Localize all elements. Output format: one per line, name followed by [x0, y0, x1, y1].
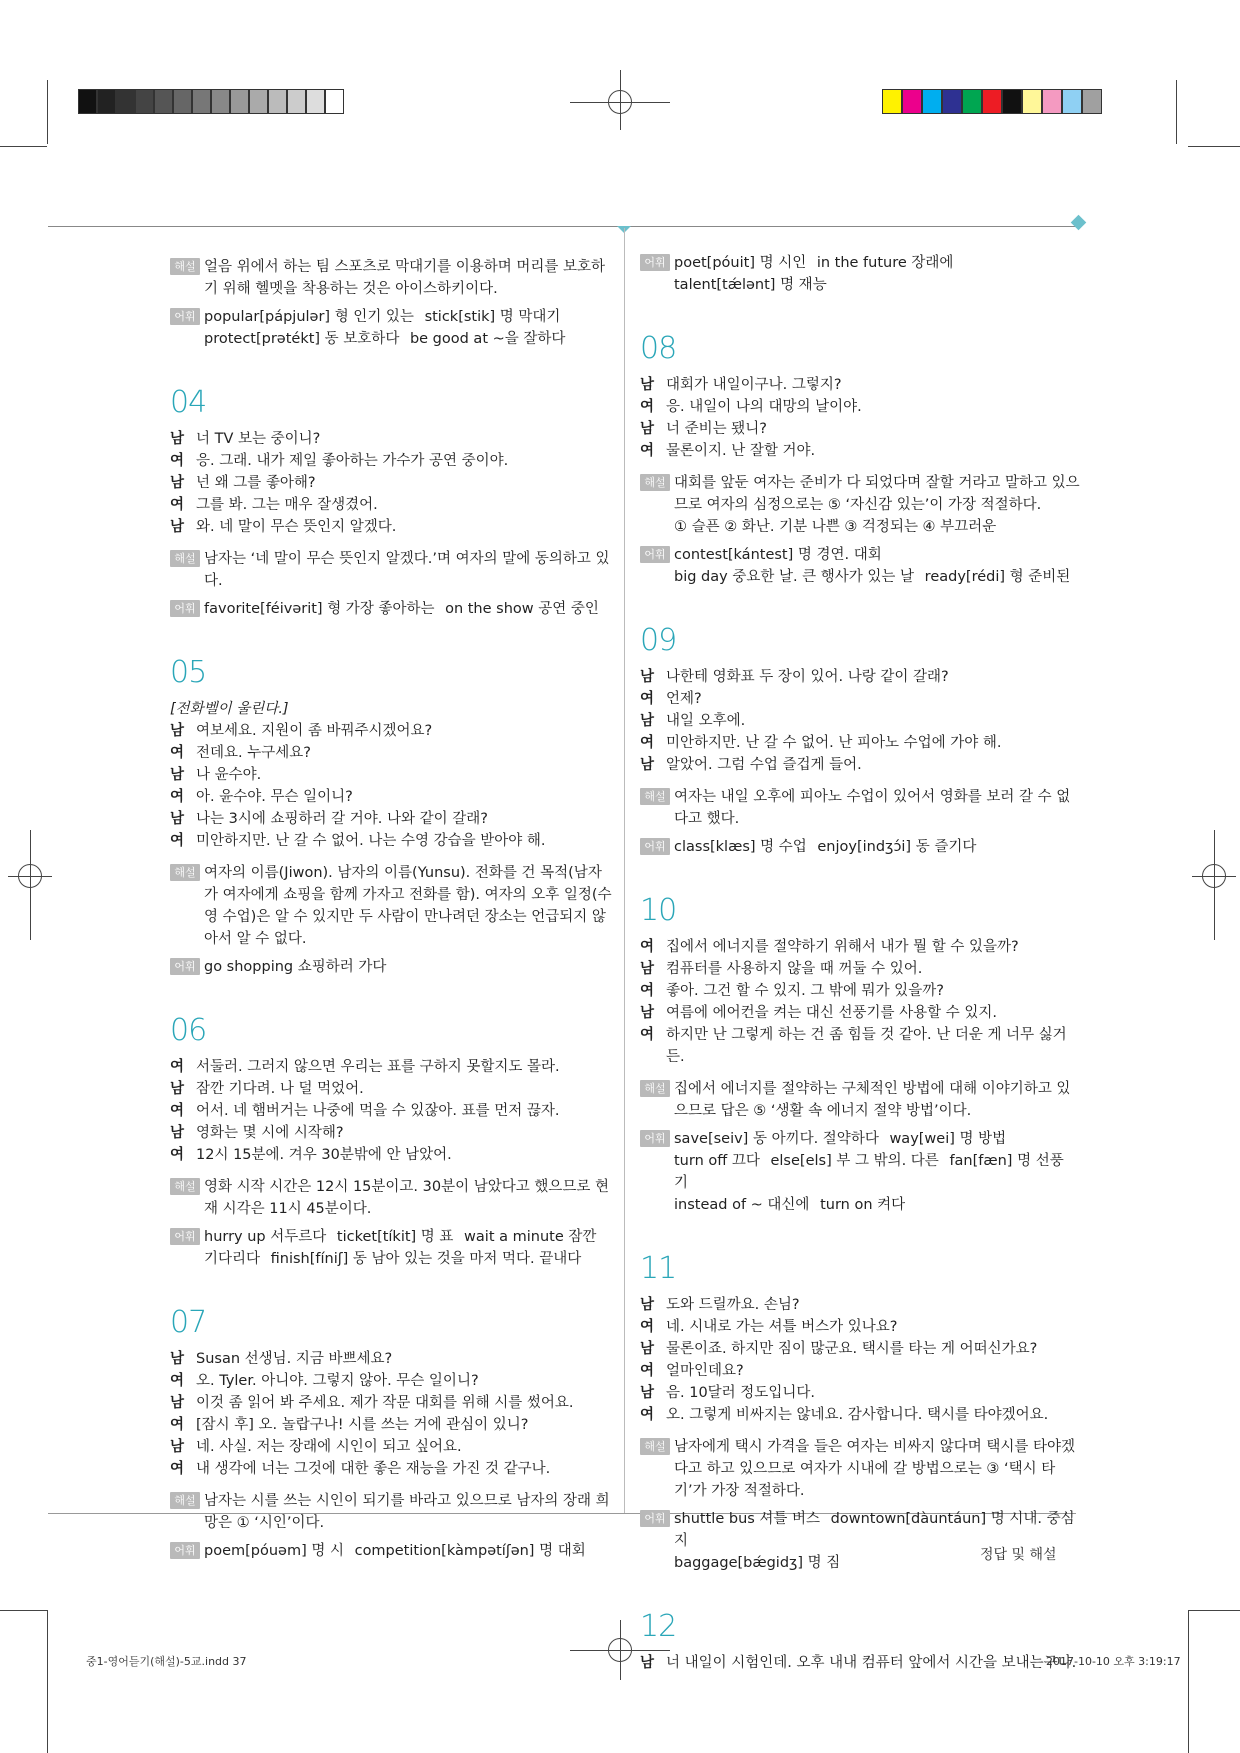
- dialogue-line: [640, 1382, 1082, 1404]
- vocab-item: talent[tǽlənt] 명 재능: [674, 277, 827, 293]
- section-number: 05: [170, 655, 207, 690]
- gray-swatch: [135, 89, 154, 114]
- registration-cross: [598, 1650, 642, 1651]
- gray-swatch: [116, 89, 135, 114]
- section-07: [170, 1306, 612, 1562]
- dialogue-line: [640, 1652, 1082, 1674]
- file-info: 중1-영어듣기(해설)-5교.indd 37: [86, 1655, 247, 1668]
- crop-mark: [47, 80, 48, 144]
- speaker: 남: [640, 421, 655, 437]
- explanation-text: 얼음 위에서 하는 팀 스포츠로 막대기를 이용하며 머리를 보호하기 위해 헬멧을 착용하는 것은 아이스하키이다.: [204, 259, 606, 297]
- vocab-row: [674, 1194, 1082, 1216]
- speaker: 남: [640, 1655, 655, 1671]
- vocab-item: fan[fæn] 명 선풍기: [674, 1153, 1064, 1191]
- timestamp: 2017-10-10 오후 3:19:17: [1046, 1655, 1181, 1668]
- explanation-text: 남자는 ‘네 말이 무슨 뜻인지 알겠다.’며 여자의 말에 동의하고 있다.: [204, 551, 610, 589]
- dialogue-line: [170, 1100, 612, 1122]
- speaker: 남: [640, 377, 655, 393]
- vocab-item: favorite[féivərit] 형 가장 좋아하는: [204, 601, 435, 617]
- registration-cross: [8, 876, 52, 877]
- dialogue-line: [170, 764, 612, 786]
- speaker: 남: [640, 961, 655, 977]
- vocab-row: [674, 836, 1082, 858]
- dialogue-line: [640, 1338, 1082, 1360]
- speaker: 여: [170, 497, 185, 513]
- vocab-row: [204, 306, 612, 328]
- dialogue-text: 어서. 네 햄버거는 나중에 먹을 수 있잖아. 표를 먼저 끊자.: [196, 1103, 560, 1119]
- vocab-item: popular[pápjulər] 형 인기 있는: [204, 309, 414, 325]
- dialogue-text: 네. 시내로 가는 셔틀 버스가 있나요?: [666, 1319, 898, 1335]
- explanation-text: 남자는 시를 쓰는 시인이 되기를 바라고 있으므로 남자의 장래 희망은 ① ‘시인’이다.: [204, 1493, 610, 1531]
- explanation-tag: 해설: [170, 864, 200, 881]
- vocab-tag: 어휘: [170, 1542, 200, 1559]
- vocab-item: baggage[bǽgidʒ] 명 짐: [674, 1555, 841, 1571]
- vocabulary: [170, 598, 612, 620]
- vocab-item: downtown[dàuntáun] 명 시내. 중심지: [674, 1511, 1075, 1549]
- speaker: 여: [170, 453, 185, 469]
- dialogue-line: [170, 1436, 612, 1458]
- dialogue-line: [170, 1078, 612, 1100]
- color-swatch: [1042, 89, 1062, 114]
- dialogue-text: 그를 봐. 그는 매우 잘생겼어.: [196, 497, 378, 513]
- explanation-tag: 해설: [170, 1492, 200, 1509]
- dialogue-line: [640, 1294, 1082, 1316]
- vocab-tag: 어휘: [640, 1130, 670, 1147]
- dialogue-text: Susan 선생님. 지금 바쁘세요?: [196, 1351, 393, 1367]
- speaker: 남: [170, 475, 185, 491]
- speaker: 여: [640, 1407, 655, 1423]
- speaker: 남: [640, 757, 655, 773]
- vocab-item: big day 중요한 날. 큰 행사가 있는 날: [674, 569, 915, 585]
- dialogue-line: [640, 666, 1082, 688]
- vocab-tag: 어휘: [170, 600, 200, 617]
- vocab-tag: 어휘: [640, 1510, 670, 1527]
- dialogue-text: 미안하지만. 난 갈 수 없어. 난 피아노 수업에 가야 해.: [666, 735, 1002, 751]
- explanation: [170, 1176, 612, 1220]
- dialogue-line: [170, 1458, 612, 1480]
- registration-cross: [598, 102, 642, 103]
- speaker: 여: [170, 1103, 185, 1119]
- explanation: [170, 862, 612, 950]
- dialogue-line: [640, 1316, 1082, 1338]
- explanation: [640, 472, 1082, 538]
- gray-swatch: [268, 89, 287, 114]
- dialogue-line: [170, 1056, 612, 1078]
- gray-swatch: [287, 89, 306, 114]
- vocabulary: [640, 252, 1082, 296]
- vocabulary: [640, 544, 1082, 588]
- dialogue-text: 여보세요. 지원이 좀 바꿔주시겠어요?: [196, 723, 433, 739]
- speaker: 남: [640, 1385, 655, 1401]
- dialogue-line: [170, 786, 612, 808]
- section-number: 10: [640, 893, 677, 928]
- vocab-item: way[wei] 명 방법: [889, 1131, 1007, 1147]
- registration-cross: [1192, 876, 1236, 877]
- dialogue-text: 내 생각에 너는 그것에 대한 좋은 재능을 가진 것 같구나.: [196, 1461, 551, 1477]
- section-number: 07: [170, 1305, 207, 1340]
- vocab-item: competition[kàmpətíʃən] 명 대회: [354, 1543, 586, 1559]
- dialogue-text: 미안하지만. 난 갈 수 없어. 나는 수영 강습을 받아야 해.: [196, 833, 546, 849]
- dialogue-line: [170, 830, 612, 852]
- speaker: 여: [170, 1373, 185, 1389]
- speaker: 남: [170, 1081, 185, 1097]
- dialogue-line: [640, 440, 1082, 462]
- color-swatch: [1082, 89, 1102, 114]
- dialogue-text: 물론이지. 난 잘할 거야.: [666, 443, 816, 459]
- explanation-tag: 해설: [170, 1178, 200, 1195]
- vocabulary: [640, 1128, 1082, 1216]
- vocab-item: on the show 공연 중인: [445, 601, 599, 617]
- color-swatch: [902, 89, 922, 114]
- dialogue-line: [640, 1024, 1082, 1068]
- vocab-row: [204, 328, 612, 350]
- color-swatch: [1002, 89, 1022, 114]
- speaker: 여: [170, 1417, 185, 1433]
- dialogue-line: [170, 1144, 612, 1166]
- vocab-row: [204, 956, 612, 978]
- gray-swatch: [211, 89, 230, 114]
- dialogue-line: [640, 688, 1082, 710]
- vocab-item: be good at ~을 잘하다: [409, 331, 566, 347]
- dialogue-line: [640, 980, 1082, 1002]
- vocab-item: ready[rédi] 형 준비된: [924, 569, 1071, 585]
- speaker: 여: [640, 735, 655, 751]
- dialogue-text: 오. 그렇게 비싸지는 않네요. 감사합니다. 택시를 타야겠어요.: [666, 1407, 1049, 1423]
- vocabulary: [170, 1540, 612, 1562]
- section-04: [170, 386, 612, 620]
- vocab-tag: 어휘: [170, 1228, 200, 1245]
- vocab-row: [674, 544, 1082, 566]
- dialogue-text: 나는 3시에 쇼핑하러 갈 거야. 나와 같이 갈래?: [196, 811, 488, 827]
- speaker: 남: [170, 431, 185, 447]
- vocab-tag: 어휘: [170, 958, 200, 975]
- crop-mark: [1176, 80, 1177, 144]
- explanation-tag: 해설: [640, 788, 670, 805]
- gray-swatch: [78, 89, 97, 114]
- section-number: 06: [170, 1013, 207, 1048]
- gray-swatch: [306, 89, 325, 114]
- dialogue-line: [640, 732, 1082, 754]
- dialogue-text: 와. 네 말이 무슨 뜻인지 알겠다.: [196, 519, 397, 535]
- dialogue-line: [170, 450, 612, 472]
- left-column: [170, 246, 612, 1598]
- speaker: 남: [170, 1351, 185, 1367]
- crop-mark: [1188, 1610, 1189, 1753]
- dialogue-line: [170, 1414, 612, 1436]
- vocab-item: instead of ~ 대신에: [674, 1197, 810, 1213]
- explanation-text: 영화 시작 시간은 12시 15분이고. 30분이 남았다고 했으므로 현재 시각은 11시 45분이다.: [204, 1179, 609, 1217]
- vocab-item: wait a minute 잠깐 기다리다: [204, 1229, 597, 1267]
- vocab-tag: 어휘: [640, 546, 670, 563]
- vocab-row: [204, 598, 612, 620]
- dialogue-line: [640, 754, 1082, 776]
- vocab-item: else[els] 부 그 밖의. 다른: [770, 1153, 939, 1169]
- vocab-item: turn on 켜다: [820, 1197, 906, 1213]
- explanation-tag: 해설: [170, 258, 200, 275]
- dialogue-text: 네. 사실. 저는 장래에 시인이 되고 싶어요.: [196, 1439, 462, 1455]
- vocab-row: [674, 274, 1082, 296]
- dialogue-line: [170, 516, 612, 538]
- dialogue-line: [170, 428, 612, 450]
- speaker: 여: [640, 443, 655, 459]
- speaker: 여: [640, 983, 655, 999]
- dialogue-line: [170, 1122, 612, 1144]
- dialogue-text: 전데요. 누구세요?: [196, 745, 311, 761]
- explanation-tag: 해설: [640, 474, 670, 491]
- dialogue-text: 도와 드릴까요. 손님?: [666, 1297, 800, 1313]
- dialogue-line: [640, 1360, 1082, 1382]
- dialogue-line: [640, 374, 1082, 396]
- section-05: [170, 656, 612, 978]
- speaker: 남: [640, 1341, 655, 1357]
- vocab-item: enjoy[indʒɔ́i] 동 즐기다: [817, 839, 977, 855]
- section-number: 09: [640, 623, 677, 658]
- gray-swatch: [230, 89, 249, 114]
- dialogue-text: 좋아. 그건 할 수 있지. 그 밖에 뭐가 있을까?: [666, 983, 944, 999]
- vocab-item: ticket[tíkit] 명 표: [336, 1229, 454, 1245]
- color-swatch: [942, 89, 962, 114]
- crop-mark: [0, 146, 47, 147]
- dialogue-text: 너 TV 보는 중이니?: [196, 431, 321, 447]
- gray-swatch: [192, 89, 211, 114]
- vocabulary: [170, 1226, 612, 1270]
- dialogue-text: 언제?: [666, 691, 702, 707]
- dialogue-text: 음. 10달러 정도입니다.: [666, 1385, 815, 1401]
- dialogue-line: [170, 494, 612, 516]
- dialogue-line: [170, 1370, 612, 1392]
- crop-mark: [47, 1610, 48, 1753]
- section-08: [640, 332, 1082, 588]
- vocab-tag: 어휘: [640, 254, 670, 271]
- vocab-item: save[seiv] 동 아끼다. 절약하다: [674, 1131, 879, 1147]
- dialogue-text: 물론이죠. 하지만 짐이 많군요. 택시를 타는 게 어떠신가요?: [666, 1341, 1038, 1357]
- answer-choices: ① 슬픈 ② 화난. 기분 나쁜 ③ 걱정되는 ④ 부끄러운: [674, 519, 997, 535]
- speaker: 여: [170, 789, 185, 805]
- dialogue-line: [640, 936, 1082, 958]
- dialogue-text: 컴퓨터를 사용하지 않을 때 꺼둘 수 있어.: [666, 961, 923, 977]
- vocab-tag: 어휘: [640, 838, 670, 855]
- vocabulary: [640, 836, 1082, 858]
- section-number: 08: [640, 331, 677, 366]
- section-number: 12: [640, 1609, 677, 1644]
- dialogue-text: 집에서 에너지를 절약하기 위해서 내가 뭘 할 수 있을까?: [666, 939, 1019, 955]
- dialogue-text: 아. 윤수야. 무슨 일이니?: [196, 789, 353, 805]
- vocab-row: [204, 1226, 612, 1270]
- section-06: [170, 1014, 612, 1270]
- top-rule-diamond: [1071, 215, 1087, 231]
- speaker: 여: [170, 833, 185, 849]
- vocab-item: finish[fíniʃ] 동 남아 있는 것을 마저 먹다. 끝내다: [270, 1251, 582, 1267]
- vocab-item: contest[kántest] 명 경연. 대회: [674, 547, 882, 563]
- color-swatch: [962, 89, 982, 114]
- dialogue-text: 응. 그래. 내가 제일 좋아하는 가수가 공연 중이야.: [196, 453, 509, 469]
- right-column: [640, 246, 1082, 1710]
- vocab-row: [674, 566, 1082, 588]
- vocab-item: protect[prətékt] 동 보호하다: [204, 331, 400, 347]
- speaker: 여: [640, 1363, 655, 1379]
- speaker: 여: [640, 1319, 655, 1335]
- section-12: [640, 1610, 1082, 1674]
- vocabulary: [640, 1508, 1082, 1574]
- dialogue-line: [170, 472, 612, 494]
- vocab-row: [674, 252, 1082, 274]
- explanation: [640, 1436, 1082, 1502]
- section-09: [640, 624, 1082, 858]
- vocab-tag: 어휘: [170, 308, 200, 325]
- vocab-row: [204, 1540, 612, 1562]
- vocab-item: poem[póuəm] 명 시: [204, 1543, 344, 1559]
- dialogue-text: 넌 왜 그를 좋아해?: [196, 475, 316, 491]
- vocabulary: [170, 306, 612, 350]
- dialogue-text: 얼마인데요?: [666, 1363, 744, 1379]
- speaker: 남: [170, 1439, 185, 1455]
- dialogue-line: [170, 742, 612, 764]
- dialogue-line: [640, 396, 1082, 418]
- explanation: [640, 1078, 1082, 1122]
- top-rule: [48, 226, 1076, 227]
- dialogue-text: 응. 내일이 나의 대망의 날이야.: [666, 399, 862, 415]
- dialogue-text: 이것 좀 읽어 봐 주세요. 제가 작문 대회를 위해 시를 썼어요.: [196, 1395, 574, 1411]
- dialogue-text: 하지만 난 그렇게 하는 건 좀 힘들 것 같아. 난 더운 게 너무 싫거든.: [666, 1027, 1067, 1065]
- speaker: 남: [640, 1297, 655, 1313]
- speaker: 남: [170, 1395, 185, 1411]
- dialogue-text: 오. Tyler. 아니야. 그렇지 않아. 무슨 일이니?: [196, 1373, 479, 1389]
- stage-direction: [전화벨이 울린다.]: [170, 701, 289, 717]
- column-divider: [624, 228, 625, 1513]
- section-number: 04: [170, 385, 207, 420]
- explanation-tag: 해설: [170, 550, 200, 567]
- crop-mark: [0, 1610, 47, 1611]
- dialogue-text: 너 내일이 시험인데. 오후 내내 컴퓨터 앞에서 시간을 보내는구나.: [666, 1655, 1077, 1671]
- vocab-row: [674, 1128, 1082, 1150]
- color-swatch: [1022, 89, 1042, 114]
- speaker: 여: [170, 745, 185, 761]
- explanation-text: 여자는 내일 오후에 피아노 수업이 있어서 영화를 보러 갈 수 없다고 했다.: [674, 789, 1071, 827]
- color-swatch: [1062, 89, 1082, 114]
- dialogue-line: [170, 1348, 612, 1370]
- page-title: 정답 및 해설: [980, 1547, 1057, 1563]
- gray-swatch: [325, 89, 344, 114]
- explanation: [640, 786, 1082, 830]
- color-swatch: [882, 89, 902, 114]
- explanation-text: 대회를 앞둔 여자는 준비가 다 되었다며 잘할 거라고 말하고 있으므로 여자의 심정으로는 ⑤ ‘자신감 있는’이 가장 적절하다.: [674, 475, 1080, 513]
- dialogue-line: [170, 720, 612, 742]
- vocab-item: turn off 끄다: [674, 1153, 760, 1169]
- explanation-tag: 해설: [640, 1080, 670, 1097]
- speaker: 여: [170, 1461, 185, 1477]
- dialogue-text: 너 준비는 됐니?: [666, 421, 767, 437]
- dialogue-line: [640, 1002, 1082, 1024]
- vocab-row: [674, 1150, 1082, 1194]
- speaker: 남: [170, 519, 185, 535]
- color-swatch: [982, 89, 1002, 114]
- vocab-item: go shopping 쇼핑하러 가다: [204, 959, 387, 975]
- speaker: 여: [640, 939, 655, 955]
- speaker: 여: [640, 691, 655, 707]
- speaker: 여: [640, 1027, 655, 1043]
- dialogue-text: 내일 오후에.: [666, 713, 746, 729]
- dialogue-text: [잠시 후] 오. 놀랍구나! 시를 쓰는 거에 관심이 있니?: [196, 1417, 529, 1433]
- speaker: 남: [170, 767, 185, 783]
- crop-mark: [1188, 1610, 1240, 1611]
- explanation: [170, 256, 612, 300]
- dialogue-text: 12시 15분에. 겨우 30분밖에 안 남았어.: [196, 1147, 452, 1163]
- speaker: 남: [170, 811, 185, 827]
- dialogue-text: 서둘러. 그러지 않으면 우리는 표를 구하지 못할지도 몰라.: [196, 1059, 560, 1075]
- vocab-item: shuttle bus 셔틀 버스: [674, 1511, 821, 1527]
- vocab-item: poet[póuit] 명 시인: [674, 255, 807, 271]
- speaker: 남: [170, 1125, 185, 1141]
- dialogue-text: 여름에 에어컨을 켜는 대신 선풍기를 사용할 수 있지.: [666, 1005, 998, 1021]
- explanation: [170, 548, 612, 592]
- speaker: 남: [640, 669, 655, 685]
- dialogue-line: [640, 958, 1082, 980]
- crop-mark: [1188, 146, 1240, 147]
- dialogue-text: 잠깐 기다려. 나 덜 먹었어.: [196, 1081, 364, 1097]
- vocab-item: stick[stik] 명 막대기: [424, 309, 561, 325]
- explanation-tag: 해설: [640, 1438, 670, 1455]
- speaker: 남: [640, 1005, 655, 1021]
- dialogue-text: 나 윤수야.: [196, 767, 262, 783]
- dialogue-text: 나한테 영화표 두 장이 있어. 나랑 같이 갈래?: [666, 669, 949, 685]
- vocab-item: hurry up 서두르다: [204, 1229, 327, 1245]
- dialogue-text: 알았어. 그럼 수업 즐겁게 들어.: [666, 757, 862, 773]
- gray-swatch: [173, 89, 192, 114]
- color-swatch: [922, 89, 942, 114]
- vocabulary: [170, 956, 612, 978]
- speaker: 여: [170, 1147, 185, 1163]
- speaker: 남: [640, 713, 655, 729]
- speaker: 남: [170, 723, 185, 739]
- dialogue-line: [170, 1392, 612, 1414]
- section-number: 11: [640, 1251, 677, 1286]
- gray-swatch: [97, 89, 116, 114]
- dialogue-line: [640, 418, 1082, 440]
- dialogue-text: 대회가 내일이구나. 그렇지?: [666, 377, 842, 393]
- dialogue-line: [640, 710, 1082, 732]
- section-11: [640, 1252, 1082, 1574]
- gray-swatch: [249, 89, 268, 114]
- speaker: 여: [170, 1059, 185, 1075]
- section-cont: [640, 252, 1082, 296]
- explanation: [170, 1490, 612, 1534]
- explanation-text: 여자의 이름(Jiwon). 남자의 이름(Yunsu). 전화를 건 목적(남자가 여자에게 쇼핑을 함께 가자고 전화를 함). 여자의 오후 일정(수영 수업)은 알 수 있지만 두 사람이 만나려던 장소는 언급되지 않아서 알 수 없다.: [204, 865, 612, 947]
- section-10: [640, 894, 1082, 1216]
- section-cont: [170, 256, 612, 350]
- vocab-item: class[klæs] 명 수업: [674, 839, 807, 855]
- explanation-text: 남자에게 택시 가격을 들은 여자는 비싸지 않다며 택시를 타야겠다고 하고 있으므로 여자가 시내에 갈 방법으로는 ③ ‘택시 타기’가 가장 적절하다.: [674, 1439, 1076, 1499]
- vocab-item: in the future 장래에: [816, 255, 954, 271]
- speaker: 여: [640, 399, 655, 415]
- explanation-text: 집에서 에너지를 절약하는 구체적인 방법에 대해 이야기하고 있으므로 답은 ⑤ ‘생활 속 에너지 절약 방법’이다.: [674, 1081, 1071, 1119]
- gray-swatch: [154, 89, 173, 114]
- dialogue-line: [170, 808, 612, 830]
- dialogue-line: [640, 1404, 1082, 1426]
- dialogue-text: 영화는 몇 시에 시작해?: [196, 1125, 344, 1141]
